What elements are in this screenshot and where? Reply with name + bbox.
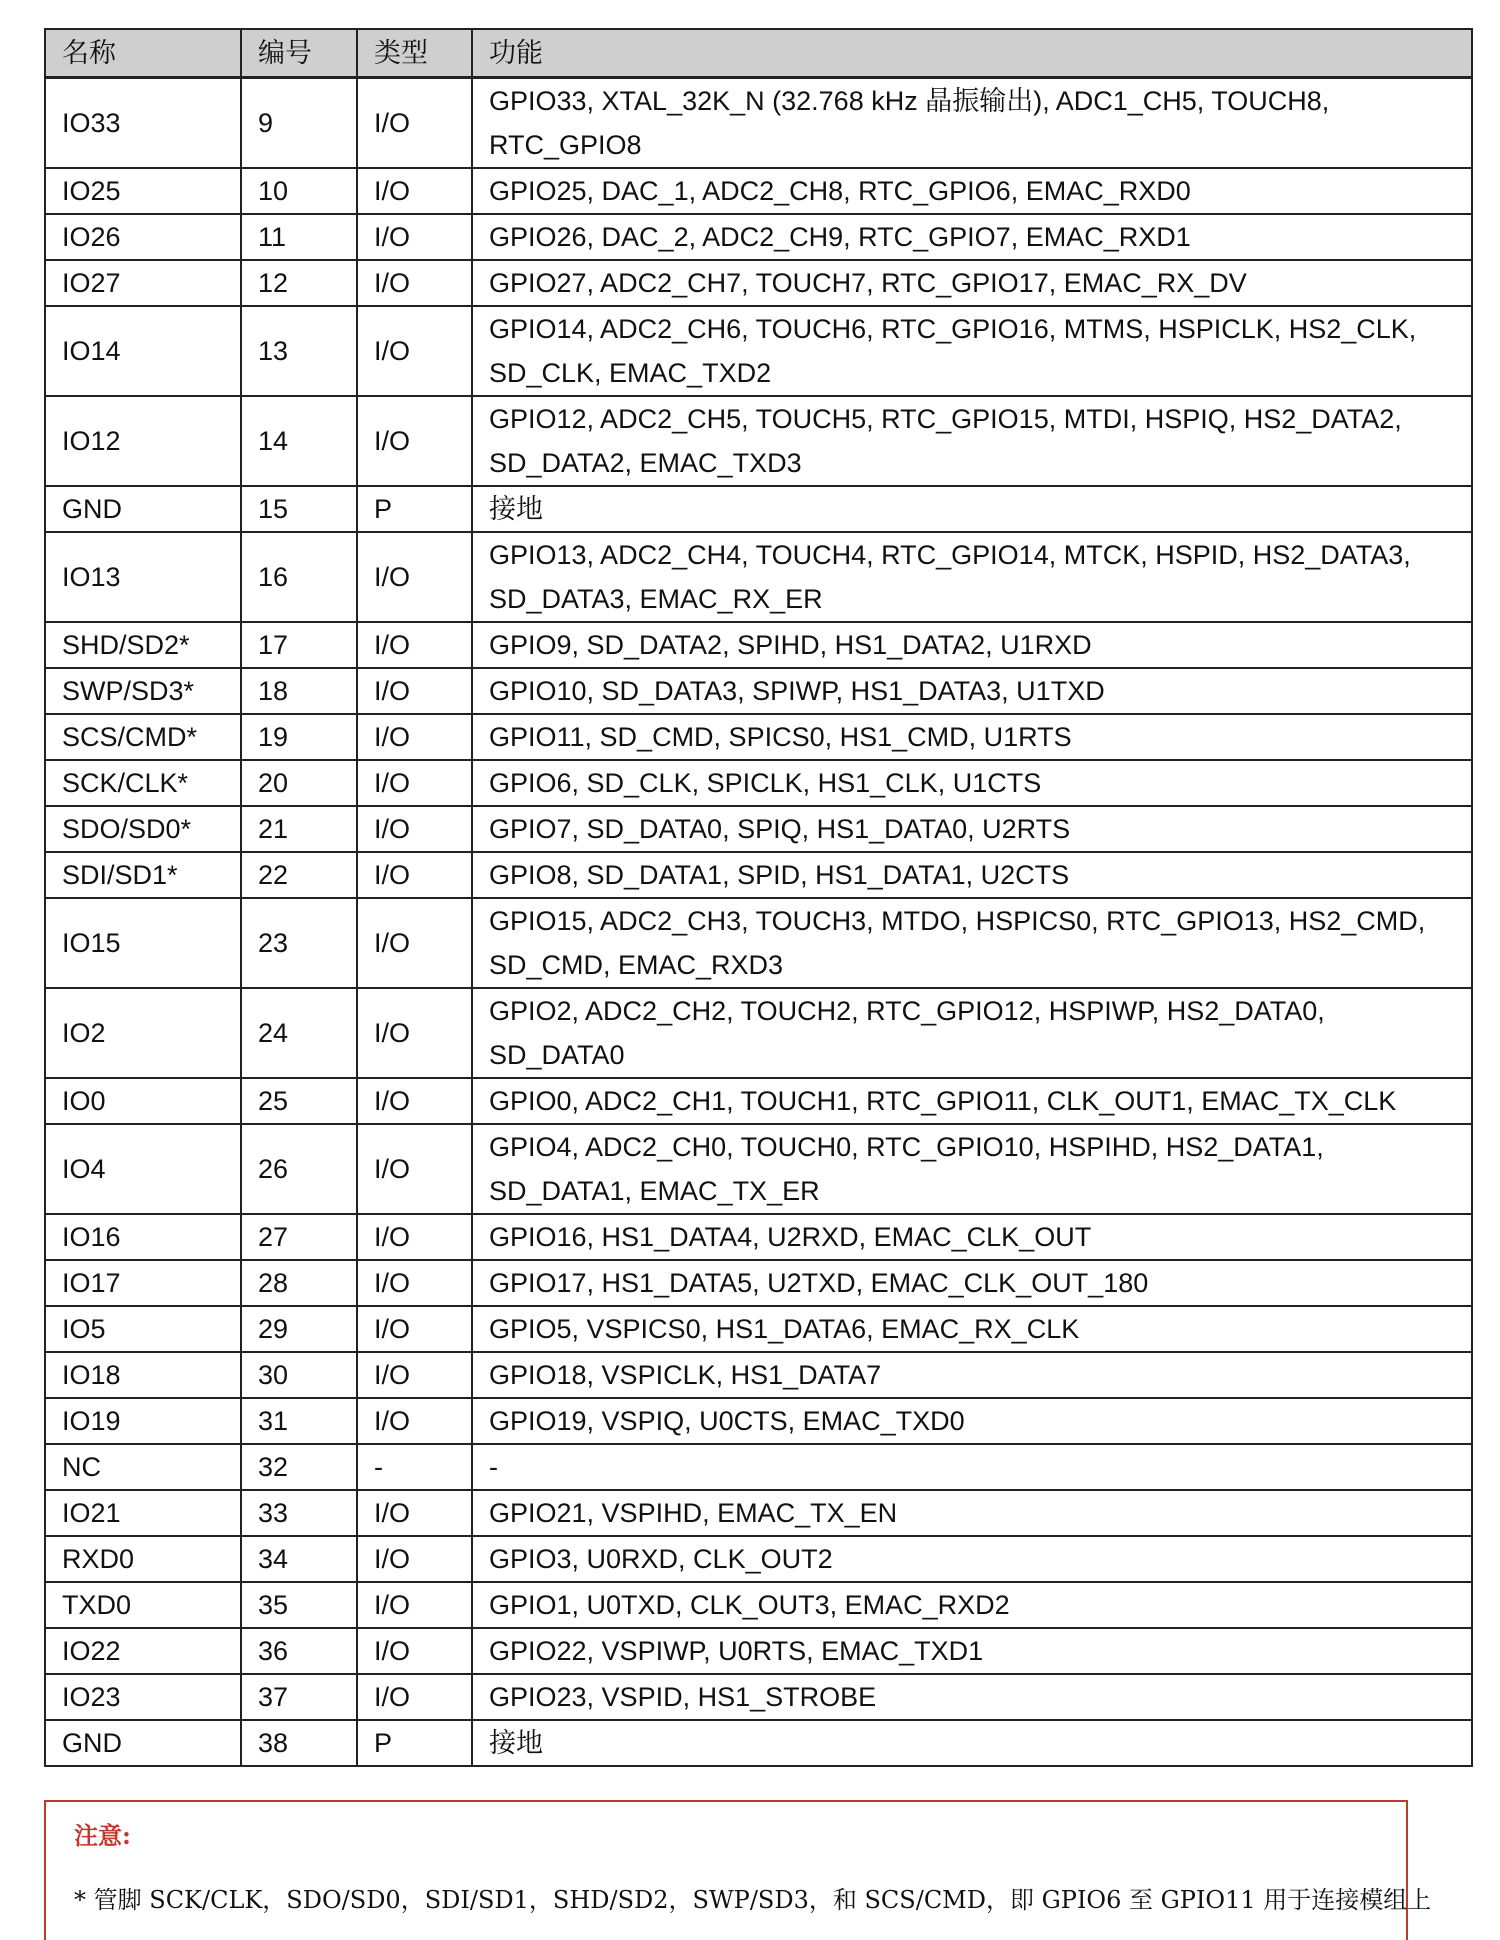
pin-function-cell (472, 988, 1472, 1078)
pin-function-cell (472, 1352, 1472, 1398)
pin-number-cell: 32 (241, 1444, 357, 1490)
pin-function-cell (472, 1674, 1472, 1720)
pin-function-cell (472, 1398, 1472, 1444)
pin-number-cell: 9 (241, 78, 357, 169)
pin-number-cell: 23 (241, 898, 357, 988)
pin-type-cell: I/O (357, 668, 472, 714)
pin-name-cell: IO26 (45, 214, 241, 260)
pin-name-cell: IO27 (45, 260, 241, 306)
function-line: GPIO8, SD_DATA1, SPID, HS1_DATA1, U2CTS (489, 860, 1070, 890)
pin-function-cell (472, 78, 1472, 169)
pin-number-cell: 37 (241, 1674, 357, 1720)
function-line: GPIO7, SD_DATA0, SPIQ, HS1_DATA0, U2RTS (489, 814, 1071, 844)
pin-type-cell: I/O (357, 988, 472, 1078)
pin-name-cell: SDO/SD0* (45, 806, 241, 852)
table-row (45, 668, 1472, 714)
function-line: GPIO10, SD_DATA3, SPIWP, HS1_DATA3, U1TXD (489, 676, 1105, 706)
function-line: GPIO26, DAC_2, ADC2_CH9, RTC_GPIO7, EMAC_RXD1 (489, 222, 1191, 252)
table-row (45, 1444, 1472, 1490)
pin-number-cell: 16 (241, 532, 357, 622)
pin-name-cell: GND (45, 1720, 241, 1766)
pin-function-cell (472, 486, 1472, 532)
function-line: 接地 (489, 494, 543, 524)
pin-type-cell: I/O (357, 760, 472, 806)
pin-name-cell: SCK/CLK* (45, 760, 241, 806)
table-row (45, 898, 1472, 988)
pin-number-cell: 35 (241, 1582, 357, 1628)
pin-name-cell: IO0 (45, 1078, 241, 1124)
function-line-continued: SD_DATA3, EMAC_RX_ER (489, 584, 823, 614)
function-line: 接地 (489, 1728, 543, 1758)
function-line: GPIO33, XTAL_32K_N (32.768 kHz 晶振输出), ADC1_CH5, TOUCH8, (489, 86, 1330, 116)
pin-function-cell (472, 168, 1472, 214)
pin-name-cell: SHD/SD2* (45, 622, 241, 668)
table-row (45, 214, 1472, 260)
pin-name-cell: IO16 (45, 1214, 241, 1260)
table-row (45, 852, 1472, 898)
pin-function-cell (472, 1260, 1472, 1306)
function-line: GPIO21, VSPIHD, EMAC_TX_EN (489, 1498, 898, 1528)
function-line: GPIO23, VSPID, HS1_STROBE (489, 1682, 877, 1712)
table-row (45, 1398, 1472, 1444)
table-row (45, 168, 1472, 214)
pin-type-cell: I/O (357, 806, 472, 852)
pin-type-cell: I/O (357, 714, 472, 760)
note-text: * 管脚 SCK/CLK，SDO/SD0，SDI/SD1，SHD/SD2，SWP/SD3，和 SCS/CMD，即 GPIO6 至 GPIO11 用于连接模组上 (74, 1886, 1432, 1914)
pin-function-cell (472, 1490, 1472, 1536)
table-row (45, 806, 1472, 852)
pin-type-cell: I/O (357, 532, 472, 622)
function-line: GPIO17, HS1_DATA5, U2TXD, EMAC_CLK_OUT_180 (489, 1268, 1149, 1298)
pin-name-cell: IO14 (45, 306, 241, 396)
pin-name-cell: NC (45, 1444, 241, 1490)
note-box (44, 1800, 1432, 1940)
pin-name-cell: IO22 (45, 1628, 241, 1674)
pin-type-cell: I/O (357, 78, 472, 169)
function-line: GPIO0, ADC2_CH1, TOUCH1, RTC_GPIO11, CLK_OUT1, EMAC_TX_CLK (489, 1086, 1397, 1116)
pin-type-cell: P (357, 486, 472, 532)
pin-function-cell (472, 396, 1472, 486)
pin-number-cell: 29 (241, 1306, 357, 1352)
table-row (45, 1628, 1472, 1674)
table-row (45, 306, 1472, 396)
function-line: GPIO16, HS1_DATA4, U2RXD, EMAC_CLK_OUT (489, 1222, 1092, 1252)
pin-number-cell: 33 (241, 1490, 357, 1536)
pin-type-cell: I/O (357, 1352, 472, 1398)
table-row (45, 1674, 1472, 1720)
pin-type-cell: I/O (357, 1398, 472, 1444)
pin-function-cell (472, 760, 1472, 806)
pin-function-cell (472, 1214, 1472, 1260)
pin-name-cell: IO4 (45, 1124, 241, 1214)
pin-name-cell: IO15 (45, 898, 241, 988)
pin-function-cell (472, 306, 1472, 396)
function-line: GPIO14, ADC2_CH6, TOUCH6, RTC_GPIO16, MTMS, HSPICLK, HS2_CLK, (489, 314, 1417, 344)
pin-type-cell: I/O (357, 898, 472, 988)
pin-name-cell: IO13 (45, 532, 241, 622)
pin-type-cell: I/O (357, 1078, 472, 1124)
pin-name-cell: IO2 (45, 988, 241, 1078)
pin-name-cell: SDI/SD1* (45, 852, 241, 898)
table-row (45, 988, 1472, 1078)
header-type: 类型 (357, 29, 472, 78)
table-row (45, 760, 1472, 806)
table-row (45, 260, 1472, 306)
function-line: GPIO11, SD_CMD, SPICS0, HS1_CMD, U1RTS (489, 722, 1072, 752)
header-function: 功能 (472, 29, 1472, 78)
function-line: GPIO12, ADC2_CH5, TOUCH5, RTC_GPIO15, MTDI, HSPIQ, HS2_DATA2, (489, 404, 1402, 434)
header-name: 名称 (45, 29, 241, 78)
pin-type-cell: I/O (357, 1628, 472, 1674)
function-line: GPIO25, DAC_1, ADC2_CH8, RTC_GPIO6, EMAC_RXD0 (489, 176, 1191, 206)
table-row (45, 532, 1472, 622)
pin-function-cell (472, 260, 1472, 306)
pin-name-cell: IO12 (45, 396, 241, 486)
pin-number-cell: 24 (241, 988, 357, 1078)
pin-number-cell: 36 (241, 1628, 357, 1674)
pin-function-cell (472, 806, 1472, 852)
pin-type-cell: I/O (357, 396, 472, 486)
table-row (45, 1490, 1472, 1536)
pin-name-cell: IO25 (45, 168, 241, 214)
function-line: GPIO3, U0RXD, CLK_OUT2 (489, 1544, 833, 1574)
pin-name-cell: RXD0 (45, 1536, 241, 1582)
table-row (45, 1720, 1472, 1766)
function-line: GPIO2, ADC2_CH2, TOUCH2, RTC_GPIO12, HSPIWP, HS2_DATA0, (489, 996, 1325, 1026)
pin-number-cell: 14 (241, 396, 357, 486)
pin-name-cell: IO23 (45, 1674, 241, 1720)
function-line-continued: RTC_GPIO8 (489, 130, 642, 160)
pin-number-cell: 15 (241, 486, 357, 532)
function-line: GPIO5, VSPICS0, HS1_DATA6, EMAC_RX_CLK (489, 1314, 1080, 1344)
header-number: 编号 (241, 29, 357, 78)
pin-number-cell: 38 (241, 1720, 357, 1766)
pin-number-cell: 25 (241, 1078, 357, 1124)
function-line: GPIO27, ADC2_CH7, TOUCH7, RTC_GPIO17, EMAC_RX_DV (489, 268, 1247, 298)
pin-type-cell: I/O (357, 1124, 472, 1214)
pin-type-cell: P (357, 1720, 472, 1766)
pin-name-cell: TXD0 (45, 1582, 241, 1628)
function-line-continued: SD_DATA1, EMAC_TX_ER (489, 1176, 820, 1206)
pin-type-cell: I/O (357, 168, 472, 214)
pin-name-cell: SCS/CMD* (45, 714, 241, 760)
table-row (45, 1260, 1472, 1306)
pin-number-cell: 27 (241, 1214, 357, 1260)
pin-function-cell (472, 622, 1472, 668)
pin-type-cell: I/O (357, 852, 472, 898)
table-row (45, 1078, 1472, 1124)
pin-number-cell: 12 (241, 260, 357, 306)
table-header-row (45, 29, 1472, 78)
pin-function-cell (472, 852, 1472, 898)
pin-type-cell: I/O (357, 622, 472, 668)
pin-number-cell: 30 (241, 1352, 357, 1398)
pin-function-cell (472, 1078, 1472, 1124)
table-row (45, 486, 1472, 532)
table-row (45, 1352, 1472, 1398)
pin-function-cell (472, 898, 1472, 988)
pin-function-cell (472, 214, 1472, 260)
pin-function-cell (472, 1628, 1472, 1674)
pin-name-cell: IO5 (45, 1306, 241, 1352)
pin-number-cell: 34 (241, 1536, 357, 1582)
pin-type-cell: I/O (357, 1260, 472, 1306)
pin-type-cell: I/O (357, 306, 472, 396)
pin-number-cell: 13 (241, 306, 357, 396)
pin-number-cell: 21 (241, 806, 357, 852)
pin-number-cell: 31 (241, 1398, 357, 1444)
pin-number-cell: 11 (241, 214, 357, 260)
function-line-continued: SD_DATA2, EMAC_TXD3 (489, 448, 802, 478)
pin-function-cell (472, 668, 1472, 714)
table-row (45, 622, 1472, 668)
pin-function-cell (472, 714, 1472, 760)
pin-function-cell (472, 1124, 1472, 1214)
table-row (45, 78, 1472, 169)
pin-number-cell: 17 (241, 622, 357, 668)
table-body (45, 78, 1472, 1767)
pin-name-cell: GND (45, 486, 241, 532)
table-row (45, 396, 1472, 486)
function-line: GPIO13, ADC2_CH4, TOUCH4, RTC_GPIO14, MTCK, HSPID, HS2_DATA3, (489, 540, 1411, 570)
function-line-continued: SD_DATA0 (489, 1040, 625, 1070)
pin-number-cell: 18 (241, 668, 357, 714)
function-line: GPIO22, VSPIWP, U0RTS, EMAC_TXD1 (489, 1636, 984, 1666)
pin-type-cell: I/O (357, 1306, 472, 1352)
pin-function-cell (472, 1444, 1472, 1490)
pin-name-cell: IO33 (45, 78, 241, 169)
pin-number-cell: 22 (241, 852, 357, 898)
pin-type-cell: I/O (357, 1536, 472, 1582)
pin-name-cell: IO21 (45, 1490, 241, 1536)
table-row (45, 1214, 1472, 1260)
pin-type-cell: I/O (357, 214, 472, 260)
function-line: GPIO19, VSPIQ, U0CTS, EMAC_TXD0 (489, 1406, 965, 1436)
pin-number-cell: 28 (241, 1260, 357, 1306)
table-row (45, 1582, 1472, 1628)
pin-name-cell: SWP/SD3* (45, 668, 241, 714)
table-row (45, 1306, 1472, 1352)
pin-type-cell: I/O (357, 1674, 472, 1720)
function-line: GPIO4, ADC2_CH0, TOUCH0, RTC_GPIO10, HSPIHD, HS2_DATA1, (489, 1132, 1324, 1162)
function-line-continued: SD_CLK, EMAC_TXD2 (489, 358, 772, 388)
pin-number-cell: 20 (241, 760, 357, 806)
note-title: 注意: (74, 1821, 131, 1850)
function-line: - (489, 1452, 498, 1482)
pin-definition-table (44, 28, 1473, 1767)
pin-number-cell: 19 (241, 714, 357, 760)
table-row (45, 1124, 1472, 1214)
pin-type-cell: I/O (357, 1214, 472, 1260)
pin-function-cell (472, 1582, 1472, 1628)
function-line: GPIO9, SD_DATA2, SPIHD, HS1_DATA2, U1RXD (489, 630, 1092, 660)
function-line: GPIO1, U0TXD, CLK_OUT3, EMAC_RXD2 (489, 1590, 1010, 1620)
pin-name-cell: IO18 (45, 1352, 241, 1398)
function-line: GPIO18, VSPICLK, HS1_DATA7 (489, 1360, 882, 1390)
table-row (45, 1536, 1472, 1582)
pin-number-cell: 10 (241, 168, 357, 214)
pin-type-cell: I/O (357, 260, 472, 306)
function-line-continued: SD_CMD, EMAC_RXD3 (489, 950, 784, 980)
pin-function-cell (472, 1536, 1472, 1582)
pin-type-cell: I/O (357, 1582, 472, 1628)
pin-name-cell: IO17 (45, 1260, 241, 1306)
table-row (45, 714, 1472, 760)
pin-type-cell: - (357, 1444, 472, 1490)
pin-function-cell (472, 532, 1472, 622)
pin-function-cell (472, 1306, 1472, 1352)
pin-type-cell: I/O (357, 1490, 472, 1536)
function-line: GPIO6, SD_CLK, SPICLK, HS1_CLK, U1CTS (489, 768, 1042, 798)
pin-number-cell: 26 (241, 1124, 357, 1214)
pin-function-cell (472, 1720, 1472, 1766)
pin-name-cell: IO19 (45, 1398, 241, 1444)
function-line: GPIO15, ADC2_CH3, TOUCH3, MTDO, HSPICS0, RTC_GPIO13, HS2_CMD, (489, 906, 1426, 936)
